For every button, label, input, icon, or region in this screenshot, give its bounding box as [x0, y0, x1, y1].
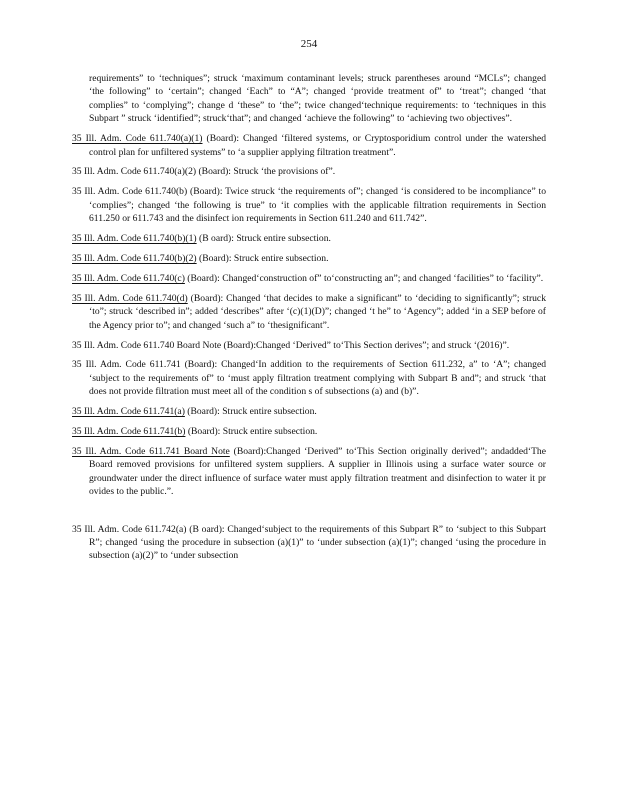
entry-text: (Board):Changed ‘Derived” to‘This Section originally derived”; andadded‘The Board removed provisions for unfiltered system suppliers. A supplier in Illinois using a surface water source or groundwater under the direct influence of surface water must apply filtration treatment and disinfection to water it pr ovides to the public.”. — [89, 445, 546, 498]
section-citation: 35 Ill. Adm. Code 611.740(b) — [72, 186, 188, 198]
list-item — [72, 132, 546, 159]
section-citation: 35 Ill. Adm. Code 611.740 Board Note — [72, 339, 222, 351]
entry-text: (Board): Struck entire subsection. — [185, 426, 318, 438]
list-item — [72, 523, 546, 563]
list-item — [72, 339, 546, 352]
section-citation: 35 Ill. Adm. Code 611.741 Board Note — [72, 445, 230, 457]
entry-text: (Board): Twice struck ‘the requirements of”; changed ‘is considered to be incompliance” to ‘complies”; changed ‘the following is true” to ‘it complies with the applicable filtration requirements in Section 611.250 or 611.743 and the disinfect ion requirements in Section 611.240 and 611.742”. — [89, 186, 546, 225]
list-item — [72, 185, 546, 225]
entry-text: (Board): Changed ‘filtered systems, or Cryptosporidium control under the watershed control plan for unfiltered systems” to ‘a supplier applying filtration treatment”. — [89, 133, 546, 158]
page-number: 254 — [300, 38, 318, 50]
section-citation: 35 Ill. Adm. Code 611.741 — [72, 359, 181, 371]
list-item — [72, 272, 546, 285]
entry-text: (Board): Changed‘In addition to the requirements of Section 611.232, a” to ‘A”; changed ‘subject to the requirements of” to ‘must apply filtration treatment complying with Subpart B and”; and struck ‘that does not provide filtration must meet all of the condition s of subsections (a) and (b)”. — [89, 359, 546, 398]
section-citation: 35 Ill. Adm. Code 611.742(a) — [72, 523, 187, 535]
list-item — [72, 232, 546, 245]
section-citation: 35 Ill. Adm. Code 611.740(c) — [72, 272, 185, 284]
list-item — [72, 358, 546, 398]
section-citation: 35 Ill. Adm. Code 611.740(b)(2) — [72, 252, 197, 264]
entry-text: (Board): Struck entire subsection. — [184, 406, 317, 418]
list-item — [72, 445, 546, 499]
list-item — [72, 72, 546, 126]
entry-text: (Board): Changed ‘that decides to make a significant” to ‘deciding to significantly”; struck ‘to”; struck ‘described in”; added ‘describes” after ‘(c)(1)(D)”; changed ‘t he” to ‘Agency”; added ‘in a SEP before of the Agency prior to”; and changed ‘such a” to ‘thesignificant”. — [89, 292, 546, 331]
list-item — [72, 405, 546, 418]
section-citation: 35 Ill. Adm. Code 611.740(d) — [72, 292, 188, 304]
section-citation: 35 Ill. Adm. Code 611.741(b) — [72, 426, 186, 438]
section-citation: 35 Ill. Adm. Code 611.740(a)(2) — [72, 166, 197, 178]
entry-text: (Board): Struck entire subsection. — [196, 252, 329, 264]
list-item — [72, 165, 546, 178]
entry-text: (Board): Struck ‘the provisions of”. — [196, 166, 336, 178]
entry-text: (B oard): Struck entire subsection. — [196, 233, 331, 245]
amendment-list — [72, 72, 546, 569]
list-item — [72, 252, 546, 265]
list-item — [72, 425, 546, 438]
section-citation: 35 Ill. Adm. Code 611.740(b)(1) — [72, 233, 197, 245]
list-item — [72, 292, 546, 332]
entry-text: (B oard): Changed‘subject to the requirements of this Subpart R” to ‘subject to this Subpart R”; changed ‘using the procedure in subsection (a)(1)” to ‘under subsection (a)(1)”; changed ‘using the procedure in subsection (a)(2)” to ‘under subsection — [89, 523, 546, 562]
section-citation: 35 Ill. Adm. Code 611.741(a) — [72, 406, 185, 418]
entry-text: requirements” to ‘techniques”; struck ‘maximum contaminant levels; struck parentheses around “MCLs”; changed ‘the following” to ‘certain”; changed ‘Each” to “A”; changed ‘provide treatment of” to ‘treat”; changed ‘that complies” to ‘complying”; change d ‘these” to ‘the”; twice changed‘technique requirements: to ‘techniques in this Subpart ” struck ‘identified”; struck‘that”; and changed ‘achieve the following” to ‘achieving two objectives”. — [89, 73, 546, 125]
entry-text: (Board):Changed ‘Derived” to‘This Section derives”; and struck ‘(2016)”. — [221, 339, 510, 351]
entry-text: (Board): Changed‘construction of” to‘constructing an”; and changed ‘facilities” to ‘facility”. — [184, 272, 544, 284]
section-citation: 35 Ill. Adm. Code 611.740(a)(1) — [72, 133, 203, 145]
